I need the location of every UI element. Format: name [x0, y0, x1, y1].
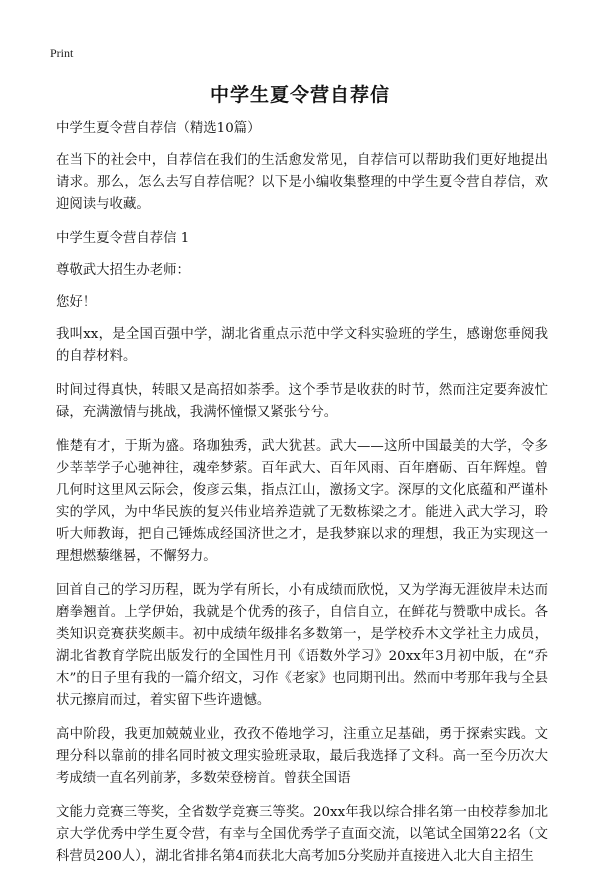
document-body [56, 118, 548, 880]
intro-paragraph: 在当下的社会中，自荐信在我们的生活愈发常见，自荐信可以帮助我们更好地提出请求。那么，怎么去写自荐信呢？以下是小编收集整理的中学生夏令营自荐信，欢迎阅读与收藏。 [56, 153, 548, 212]
section-heading: 中学生夏令营自荐信 1 [56, 231, 190, 246]
document-subtitle: 中学生夏令营自荐信（精选10篇） [56, 121, 261, 136]
body-paragraph: 我叫xx，是全国百强中学，湖北省重点示范中学文科实验班的学生，感谢您垂阅我的自荐材料。 [56, 327, 548, 364]
document-title: 中学生夏令营自荐信 [209, 84, 390, 106]
greeting: 您好！ [56, 295, 97, 310]
print-link[interactable]: Print [50, 46, 74, 60]
body-paragraph: 回首自己的学习历程，既为学有所长，小有成绩而欣悦，又为学海无涯彼岸未达而磨拳翘首。上学伊始，我就是个优秀的孩子，自信自立，在鲜花与赞歌中成长。各类知识竞赛获奖颇丰。初中成绩年级排名多数第一，是学校乔木文学社主力成员，湖北省教育学院出版发行的全国性月刊《语数外学习》20xx年3月初中版，在“乔木”的日子里有我的一篇介绍文，习作《老家》也同期刊出。然而中考那年我与全县状元擦肩而过，着实留下些许遗憾。 [56, 583, 548, 708]
body-paragraph: 文能力竞赛三等奖，全省数学竞赛三等奖。20xx年我以综合排名第一由校荐参加北京大学优秀中学生夏令营，有幸与全国优秀学子直面交流，以笔试全国第22名（文科营员200人），湖北省排名第4而获北大高考加5分奖励并直接进入北大自主招生 [56, 805, 548, 864]
salutation: 尊敬武大招生办老师： [56, 263, 190, 278]
body-paragraph: 高中阶段，我更加兢兢业业，孜孜不倦地学习，注重立足基础，勇于探索实践。文理分科以靠前的排名同时被文理实验班录取，最后我选择了文科。高一至今历次大考成绩一直名列前茅，多数荣登榜首。曾获全国语 [56, 727, 548, 786]
body-paragraph: 惟楚有才，于斯为盛。珞珈独秀，武大犹甚。武大——这所中国最美的大学，令多少莘莘学子心驰神往，魂牵梦萦。百年武大、百年风雨、百年磨砺、百年辉煌。曾几何时这里风云际会，俊彦云集，指点江山，激扬文字。深厚的文化底蕴和严谨朴实的学风，为中华民族的复兴伟业培养造就了无数栋梁之才。能进入武大学习，聆听大师教诲，把自己锤炼成经国济世之才，是我梦寐以求的理想，我正为实现这一理想燃藜继晷，不懈努力。 [56, 439, 548, 564]
body-paragraph: 时间过得真快，转眼又是高招如荼季。这个季节是收获的时节，然而注定要奔波忙碌，充满激情与挑战，我满怀憧憬又紧张兮兮。 [56, 383, 548, 420]
